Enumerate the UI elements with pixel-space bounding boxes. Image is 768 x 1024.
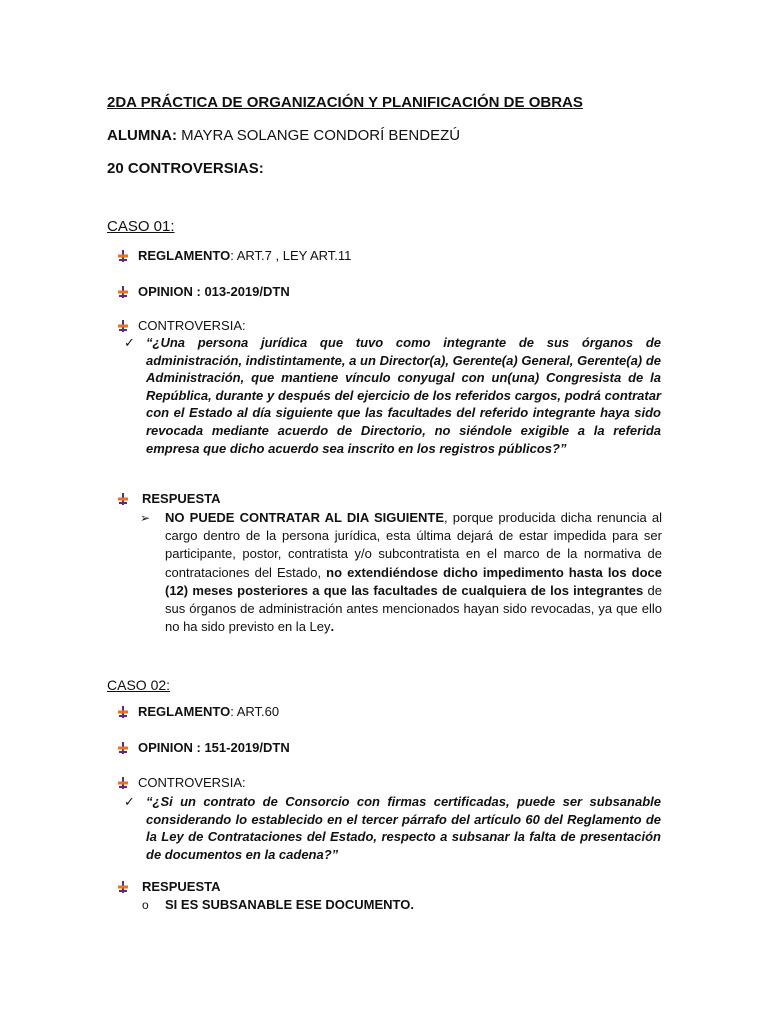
student-name: MAYRA SOLANGE CONDORÍ BENDEZÚ [176, 127, 461, 144]
bullet-icon [116, 741, 130, 755]
checkmark-icon: ✓ [124, 335, 135, 350]
reglamento-label: REGLAMENTO [138, 248, 231, 263]
bullet-icon [116, 492, 130, 506]
student-line [107, 127, 460, 144]
student-label: ALUMNA: [107, 127, 177, 144]
bullet-icon [116, 285, 130, 299]
case-02-controversia [116, 775, 246, 790]
circle-bullet-icon: o [142, 898, 149, 912]
bullet-icon [116, 705, 130, 719]
reglamento-value: : ART.60 [230, 704, 280, 719]
case-02-controversia-text: “¿Si un contrato de Consorcio con firmas certificadas, puede ser subsanable considerando lo establecido en el tercer párrafo del artículo 60 del Reglamento de la Ley de Contrataciones del Estado, respecto a subsanar la falta de presentación de documentos en la cadena?” [146, 794, 661, 862]
case-01-reglamento [116, 248, 351, 263]
controversia-label: CONTROVERSIA: [138, 318, 246, 333]
case-02-respuesta [116, 879, 221, 894]
opinion-label: OPINION : 013-2019/DTN [138, 284, 290, 299]
case-02-heading: CASO 02: [107, 677, 171, 693]
respuesta-label: RESPUESTA [142, 491, 221, 506]
case-01-opinion [116, 284, 290, 299]
checkmark-icon: ✓ [124, 794, 135, 809]
answer-bold-2: no extendiéndose dicho impedimento hasta los doce (12) meses posteriores a que las facultades de cualquiera de los integrantes [165, 564, 662, 598]
controversia-label: CONTROVERSIA: [138, 775, 246, 790]
reglamento-value: : ART.7 , LEY ART.11 [230, 248, 352, 263]
case-01-respuesta [116, 491, 221, 506]
answer-text-1: , porque producida dicha renuncia al cargo dentro de la persona jurídica, esta última dejará de estar impedida para ser participante, postor, contratista y/o subcontratista en el marco de la normativa de contrataciones del Estado, [165, 510, 663, 580]
document-title: 2DA PRÁCTICA DE ORGANIZACIÓN Y PLANIFICACIÓN DE OBRAS [107, 94, 583, 111]
bullet-icon [116, 880, 130, 894]
answer-text-2: de sus órganos de administración antes mencionados hayan sido revocadas, ya que ello no ha sido previsto en la Ley [165, 582, 662, 635]
case-01-respuesta-text [165, 509, 662, 636]
arrow-bullet-icon: ➢ [140, 511, 151, 525]
case-02-respuesta-text: SI ES SUBSANABLE ESE DOCUMENTO. [165, 897, 414, 912]
answer-end: . [330, 619, 335, 635]
bullet-icon [116, 776, 130, 790]
answer-bold-1: NO PUEDE CONTRATAR AL DIA SIGUIENTE [165, 510, 445, 525]
case-01-heading: CASO 01: [107, 218, 175, 235]
case-02-opinion [116, 740, 290, 755]
bullet-icon [116, 249, 130, 263]
case-02-reglamento [116, 704, 279, 719]
case-01-controversia [116, 318, 246, 333]
respuesta-label: RESPUESTA [142, 879, 221, 894]
reglamento-label: REGLAMENTO [138, 704, 231, 719]
opinion-label: OPINION : 151-2019/DTN [138, 740, 290, 755]
case-01-controversia-text: “¿Una persona jurídica que tuvo como integrante de sus órganos de administración, indistintamente, a un Director(a), Gerente(a) General, Gerente(a) de Administración, que mantiene vínculo conyugal con un(una) Congresista de la República, durante y después del ejercicio de los referidos cargos, podrá contratar con el Estado al día siguiente que las facultades del referido integrante haya sido revocada mediante acuerdo de Directorio, no siéndole exigible a la referida empresa que dicho acuerdo sea inscrito en los registros públicos?” [146, 335, 661, 456]
bullet-icon [116, 319, 130, 333]
controversies-count: 20 CONTROVERSIAS: [107, 160, 264, 177]
